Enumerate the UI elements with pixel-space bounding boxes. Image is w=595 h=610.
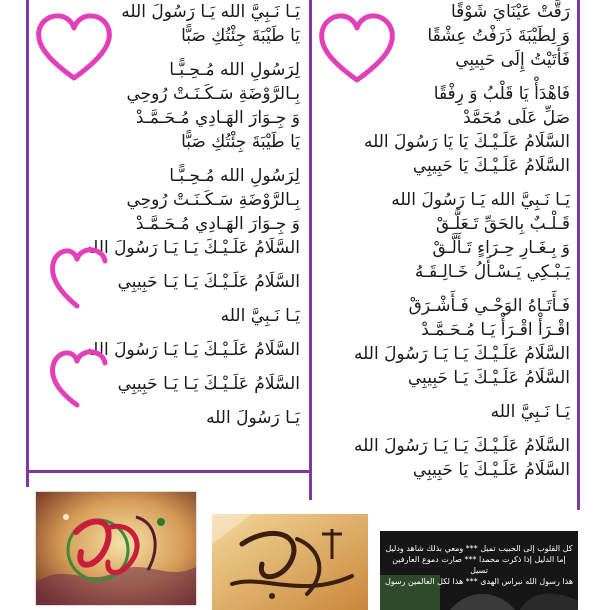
right-poem-line: فَاهْدَأْ يَا قَلْبُ وَ رِفْقًا xyxy=(433,84,570,104)
right-poem-line: فَأَتَيْتُ إِلَى حَبِيبِي xyxy=(455,50,570,70)
right-poem-line: السَّلَامُ عَلَـيْـكَ يَا يَا رَسُولَ الله xyxy=(363,132,570,152)
right-poem-line: فَـأَتَـاهُ الوَحْـي فَـأَشْـرَقْ xyxy=(408,296,570,316)
heart-icon xyxy=(47,347,109,409)
left-poem-line: بِـالرَّوْضَةِ سَـكَـنَـتْ رُوحِي xyxy=(126,190,300,210)
right-poem-line: السَّلَامُ عَلَـيْـكَ يَا حَبِيبِي xyxy=(412,460,570,480)
right-poem-line: السَّلَامُ عَلَـيْـكَ يَـا حَبِيبِي xyxy=(407,368,570,388)
left-poem-line: يَـا نَـبِيَّ الله يَـا رَسُولَ الله xyxy=(121,2,300,22)
right-poem-line: السَّلَامُ عَلَـيْـكَ يَا حَبِيبِي xyxy=(412,156,570,176)
right-poem-line: صَلِّ عَلَى مُحَمَّدْ xyxy=(463,108,570,128)
right-poem-line: يَـبْـكِي يَـسْـأَلُ خَـالِـقَـهُ xyxy=(414,262,570,282)
right-poem-line: السَّلَامُ عَلَـيْـكَ يَـا يَـا رَسُولَ الله xyxy=(354,344,570,364)
right-poem-line: يَـا نَـبِيَّ الله يَـا رَسُولَ الله xyxy=(391,190,570,210)
right-poem-line: السَّلَامُ عَلَـيْـكَ يَـا يَـا رَسُولَ الله xyxy=(354,436,570,456)
left-poem-line: السَّلَامُ عَلَـيْـكَ يَـا يَـا حَبِيبِي xyxy=(117,374,300,394)
stanza-gap xyxy=(34,154,300,164)
poem-caption-line: إما الدليل إذا ذكرت محمدا *** صارت دموع العارفين تسيل xyxy=(392,555,566,575)
right-poem-line: وَ بِـغَـارِ حِـرَاءٍ تَـأَلَّـقْ xyxy=(432,238,570,258)
right-poem-line: قَـلْـبٌ بِالحَقِّ تَـعَلَّـقْ xyxy=(435,214,570,234)
bottom-frame-line xyxy=(26,470,310,473)
left-poem-line: السَّلَامُ عَلَـيْـكَ يَـا يَـا رَسُولَ الله xyxy=(84,340,300,360)
calligraphy-khuluq-image xyxy=(212,514,368,610)
left-poem-line: لِرَسُولِ الله مُـحِـبًّـا xyxy=(169,166,300,186)
heart-icon xyxy=(316,12,398,84)
right-frame-line xyxy=(577,0,580,510)
heart-icon xyxy=(33,12,115,82)
left-poem-line: السَّلَامُ عَلَـيْـكَ يَـا يَـا حَبِيبِي xyxy=(117,272,300,292)
poem-caption xyxy=(384,543,574,587)
stanza-gap xyxy=(318,178,570,188)
left-frame-line xyxy=(26,0,29,487)
left-poem-line: بِـالرَّوْضَةِ سَـكَـنَـتْ رُوحِي xyxy=(126,84,300,104)
left-poem-line: السَّلَامُ عَلَـيْـكَ يَـا يَـا رَسُولَ الله xyxy=(84,238,300,258)
stanza-gap xyxy=(318,284,570,294)
left-poem-line: يَـا رَسُولَ الله xyxy=(206,408,300,428)
left-poem-line: يَـا نَـبِيَّ الله xyxy=(220,306,300,326)
left-poem-line: لِرَسُولِ الله مُـحِـبًّـا xyxy=(169,60,300,80)
poem-verse-image xyxy=(380,531,578,610)
calligraphy-muhammad-image xyxy=(35,491,197,606)
right-poem-line: يَـا نَـبِيَّ الله xyxy=(490,402,570,422)
right-poem-line: اقْـرَأْ اقْـرَأْ يَـا مُـحَـمَّـدْ xyxy=(421,320,570,340)
middle-frame-line xyxy=(309,0,312,500)
right-poem-line: رَقَّتْ عَيْنَايَ شَوْقًا xyxy=(450,2,570,22)
left-poem-line: يَا طَيْبَةَ جِئْتُكِ صَبًّا xyxy=(181,26,300,46)
poem-caption-line: هذا رسول الله نبراس الهدى *** هذا لكل العالمين رسول xyxy=(384,577,574,586)
left-poem-line: وَ جِـوَارَ الهَـادِي مُـحَـمَّـدْ xyxy=(135,108,300,128)
left-poem-line: وَ جِـوَارَ الهَـادِي مُـحَـمَّـدْ xyxy=(135,214,300,234)
poem-caption-line: كل القلوب إلى الحبيب تميل *** ومعي بذلك شاهد ودليل xyxy=(385,544,573,553)
stanza-gap xyxy=(34,328,300,338)
left-poem-line: يَا طَيْبَةَ جِئْتُكِ صَبًّا xyxy=(181,132,300,152)
heart-icon xyxy=(47,244,109,310)
stanza-gap xyxy=(318,424,570,434)
stanza-gap xyxy=(318,390,570,400)
right-poem-line: وَ لِطَيْبَةَ ذَرَفْتُ عِشْقًا xyxy=(427,26,570,46)
